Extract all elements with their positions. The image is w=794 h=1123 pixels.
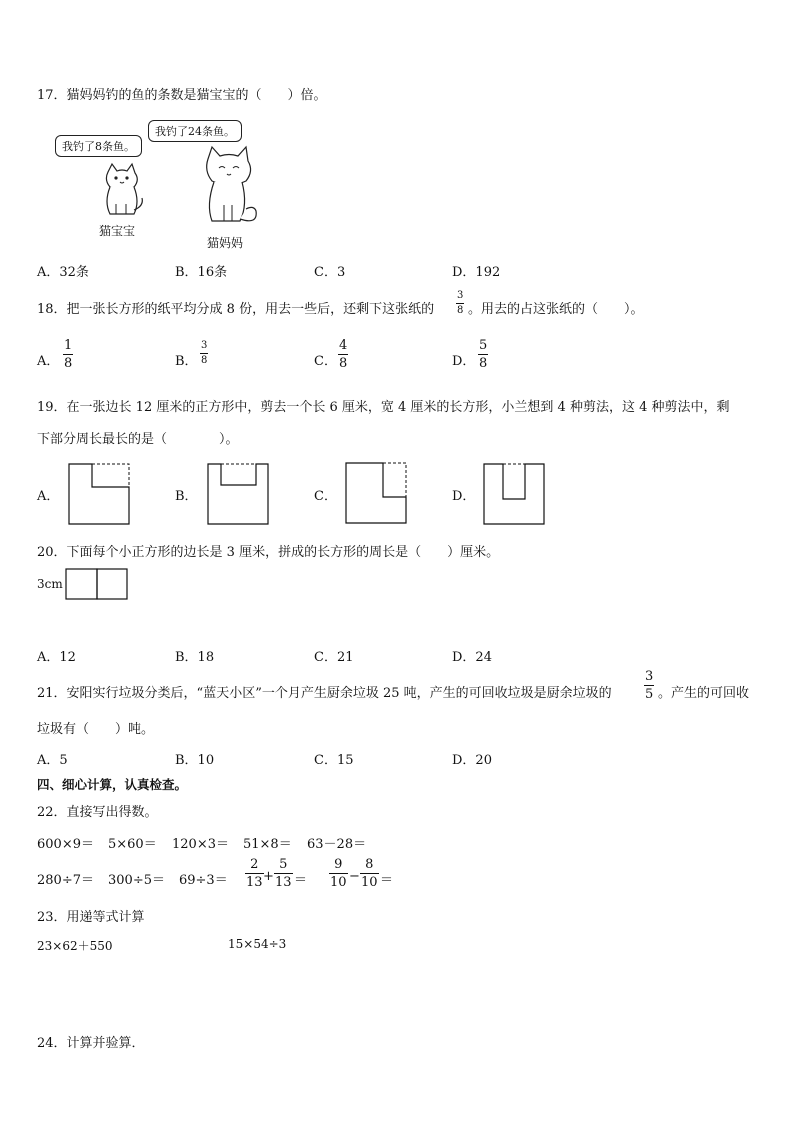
- equals-sign: ＝: [294, 873, 308, 888]
- frac-num: 5: [279, 857, 288, 872]
- q22-r1-c4: 51×8＝: [243, 837, 292, 852]
- q23-expr-1: 23×62＋550: [37, 939, 113, 953]
- q18-stem-fraction: [456, 291, 464, 316]
- q22-r1-c3: 120×3＝: [172, 837, 229, 852]
- frac-num: 8: [365, 857, 374, 872]
- q19-option-a[interactable]: A．: [37, 489, 60, 504]
- q23-stem: 23．用递等式计算: [37, 910, 145, 925]
- equals-sign: ＝: [380, 873, 394, 888]
- q19-option-b[interactable]: B．: [175, 489, 198, 504]
- q18-option-c-fraction: [338, 339, 348, 370]
- q17-option-c[interactable]: C．3: [314, 265, 346, 280]
- q19-stem-line2: 下部分周长最长的是（ ）。: [37, 432, 239, 447]
- frac-a2: [274, 858, 293, 889]
- q20-option-b[interactable]: B．18: [175, 650, 215, 665]
- q20-option-d[interactable]: D．24: [452, 650, 492, 665]
- q19-option-d[interactable]: D．: [452, 489, 476, 504]
- q21-option-a[interactable]: A．5: [37, 753, 68, 768]
- q22-r1-c2: 5×60＝: [108, 837, 157, 852]
- q19-figure-d: [483, 463, 545, 525]
- frac-den: 13: [275, 875, 292, 890]
- q21-frac-den: 5: [645, 687, 654, 702]
- frac-b2: [360, 858, 379, 889]
- mother-cat-illustration: [200, 145, 258, 231]
- q18-option-d-label: D．: [452, 354, 476, 369]
- q18-option-d-fraction: [478, 339, 488, 370]
- q17-stem: 17．猫妈妈钓的鱼的条数是猫宝宝的（ ）倍。: [37, 88, 327, 103]
- frac-den: 8: [201, 355, 208, 366]
- q21-stem-pre: 21．安阳实行垃圾分类后，“蓝天小区”一个月产生厨余垃圾 25 吨，产生的可回收垃圾是厨余垃圾的: [37, 686, 612, 701]
- q19-option-c[interactable]: C．: [314, 489, 337, 504]
- bubble-mother: 我钓了24条鱼。: [148, 120, 242, 142]
- label-mother: 猫妈妈: [207, 236, 244, 250]
- frac-a1: [245, 858, 264, 889]
- q18-frac-num: 3: [457, 290, 464, 301]
- q20-figure-label: 3cm: [37, 577, 63, 591]
- q17-option-b[interactable]: B．16条: [175, 265, 228, 280]
- frac-num: 5: [479, 338, 488, 353]
- frac-den: 10: [330, 875, 347, 890]
- frac-num: 2: [250, 857, 259, 872]
- q22-r2-c2: 300÷5＝: [108, 873, 165, 888]
- frac-num: 3: [201, 340, 208, 351]
- frac-b1: [329, 858, 348, 889]
- bubble-baby: 我钓了8条鱼。: [55, 135, 142, 157]
- q18-option-b-fraction: [200, 341, 208, 366]
- q17-option-a[interactable]: A．32条: [37, 265, 89, 280]
- frac-num: 4: [339, 338, 348, 353]
- q21-stem-post: 。产生的可回收: [658, 686, 750, 701]
- q20-option-c[interactable]: C．21: [314, 650, 354, 665]
- q18-option-a-label: A．: [37, 354, 60, 369]
- q18-stem-pre: 18．把一张长方形的纸平均分成 8 份，用去一些后，还剩下这张纸的: [37, 302, 435, 317]
- q19-figure-b: [207, 463, 269, 525]
- q20-figure: [65, 568, 129, 600]
- q21-option-c[interactable]: C．15: [314, 753, 354, 768]
- baby-cat-illustration: [98, 162, 146, 218]
- q22-r1-c1: 600×9＝: [37, 837, 94, 852]
- q19-figure-c: [345, 462, 407, 524]
- frac-den: 8: [479, 356, 488, 371]
- q22-r2-c3: 69÷3＝: [179, 873, 228, 888]
- frac-den: 13: [246, 875, 263, 890]
- frac-den: 8: [339, 356, 348, 371]
- q18-option-b-label: B．: [175, 354, 198, 369]
- q21-option-d[interactable]: D．20: [452, 753, 492, 768]
- label-baby: 猫宝宝: [99, 224, 136, 238]
- frac-num: 9: [334, 857, 343, 872]
- op-plus: +: [263, 869, 274, 884]
- q18-frac-den: 8: [457, 305, 464, 316]
- q21-stem-fraction: [644, 670, 654, 701]
- q20-option-a[interactable]: A．12: [37, 650, 76, 665]
- frac-num: 1: [64, 338, 73, 353]
- op-minus: −: [349, 869, 360, 884]
- q18-option-c-label: C．: [314, 354, 337, 369]
- q22-r2-c1: 280÷7＝: [37, 873, 94, 888]
- q19-stem-line1: 19．在一张边长 12 厘米的正方形中，剪去一个长 6 厘米，宽 4 厘米的长方形，小兰想到 4 种剪法，这 4 种剪法中，剩: [37, 400, 730, 415]
- q23-expr-2: 15×54÷3: [228, 937, 287, 951]
- section-heading: 四、细心计算，认真检查。: [37, 777, 188, 792]
- q21-option-b[interactable]: B．10: [175, 753, 215, 768]
- frac-den: 8: [64, 356, 73, 371]
- q21-frac-num: 3: [645, 669, 654, 684]
- q22-stem: 22．直接写出得数。: [37, 805, 158, 820]
- q21-stem-line2: 垃圾有（ ）吨。: [37, 722, 155, 737]
- q17-option-d[interactable]: D．192: [452, 265, 501, 280]
- q19-figure-a: [68, 463, 130, 525]
- q22-r1-c5: 63－28＝: [307, 837, 367, 852]
- q18-option-a-fraction: [63, 339, 73, 370]
- q24-stem: 24．计算并验算．: [37, 1036, 145, 1051]
- q20-stem: 20．下面每个小正方形的边长是 3 厘米，拼成的长方形的周长是（ ）厘米。: [37, 545, 500, 560]
- frac-den: 10: [361, 875, 378, 890]
- q18-stem-post: 。用去的占这张纸的（ ）。: [468, 302, 644, 317]
